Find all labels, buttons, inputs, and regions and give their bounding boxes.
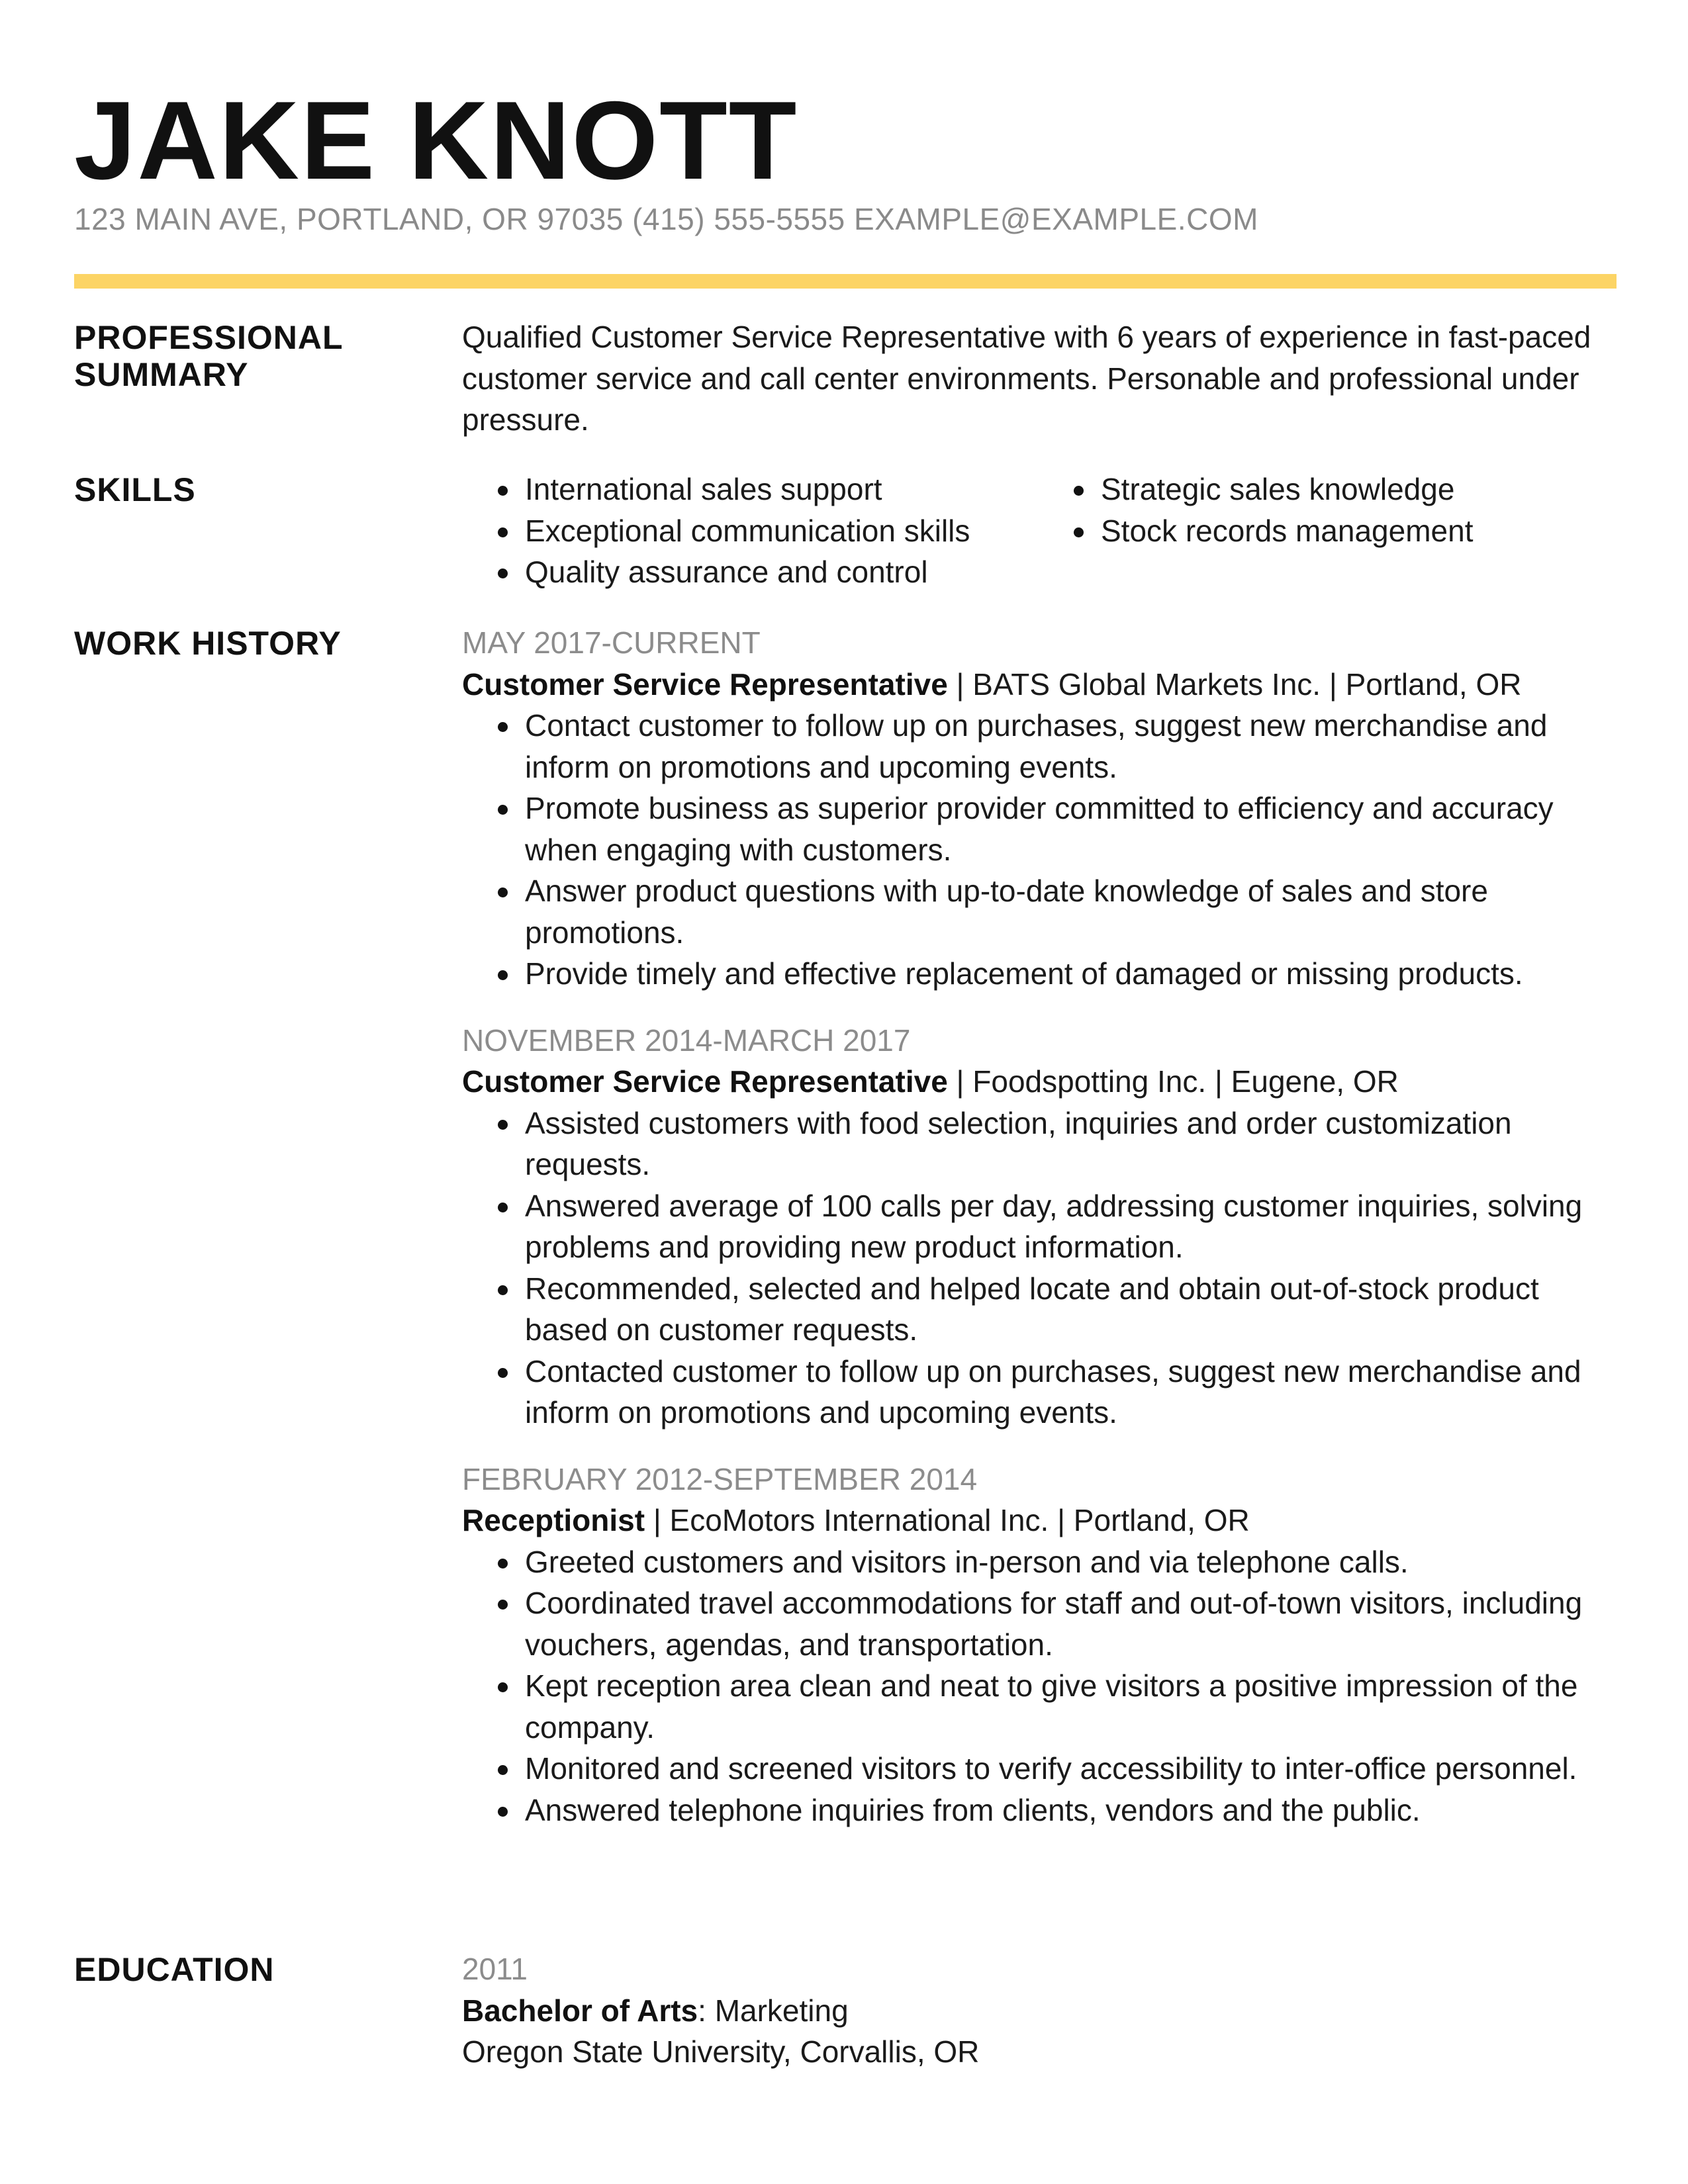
summary-heading (74, 319, 405, 393)
job-bullet-item: Contact customer to follow up on purchases, suggest new merchandise and inform on promotions and upcoming events. (494, 705, 1617, 788)
job-title-line (462, 664, 1617, 705)
skill-item: Exceptional communication skills (494, 510, 1070, 552)
job-employer-location: | BATS Global Markets Inc. | Portland, OR (947, 666, 1522, 702)
job-bullet-item: Recommended, selected and helped locate and obtain out-of-stock product based on customer requests. (494, 1268, 1617, 1351)
skills-list-left (462, 469, 1070, 593)
job-title-line (462, 1500, 1617, 1541)
contact-line: 123 MAIN AVE, PORTLAND, OR 97035 (415) 555-5555 EXAMPLE@EXAMPLE.COM (74, 202, 1258, 236)
job-bullets (462, 705, 1617, 995)
candidate-name: JAKE KNOTT (74, 78, 798, 203)
job-employer-location: | EcoMotors International Inc. | Portland, OR (645, 1503, 1250, 1537)
skills-content (462, 469, 1617, 593)
job-bullet-item: Greeted customers and visitors in-person and via telephone calls. (494, 1541, 1617, 1583)
work-history-content (462, 622, 1617, 1856)
skill-item: Strategic sales knowledge (1070, 469, 1474, 510)
summary-heading-line1: PROFESSIONAL (74, 319, 344, 356)
education-year: 2011 (462, 1952, 528, 1986)
summary-heading-line2: SUMMARY (74, 356, 249, 393)
job-dates: MAY 2017-CURRENT (462, 625, 761, 660)
education-degree-line (462, 1990, 1617, 2032)
education-degree: Bachelor of Arts (462, 1993, 698, 2028)
job-entry (462, 1459, 1617, 1831)
job-bullet-item: Kept reception area clean and neat to give visitors a positive impression of the company. (494, 1665, 1617, 1748)
skills-heading: SKILLS (74, 471, 196, 508)
job-bullet-item: Answered average of 100 calls per day, addressing customer inquiries, solving problems and providing new product information. (494, 1185, 1617, 1268)
skill-item: Quality assurance and control (494, 551, 1070, 593)
header-accent-rule (74, 274, 1617, 289)
job-bullet-item: Monitored and screened visitors to verify accessibility to inter-office personnel. (494, 1748, 1617, 1790)
skills-list-right (1070, 469, 1474, 593)
summary-text: Qualified Customer Service Representative with 6 years of experience in fast-paced customer service and call center environments. Personable and professional under pressure. (462, 320, 1591, 437)
job-bullet-item: Answer product questions with up-to-date knowledge of sales and store promotions. (494, 870, 1617, 953)
job-bullet-item: Answered telephone inquiries from clients, vendors and the public. (494, 1790, 1617, 1831)
job-bullet-item: Assisted customers with food selection, inquiries and order customization requests. (494, 1103, 1617, 1185)
job-bullet-item: Provide timely and effective replacement of damaged or missing products. (494, 953, 1617, 995)
job-title: Receptionist (462, 1503, 645, 1537)
job-entry (462, 1020, 1617, 1433)
job-dates: NOVEMBER 2014-MARCH 2017 (462, 1023, 911, 1058)
education-content (462, 1948, 1617, 2073)
education-heading: EDUCATION (74, 1951, 275, 1988)
job-bullets (462, 1103, 1617, 1433)
education-field: : Marketing (698, 1993, 849, 2028)
skill-item: Stock records management (1070, 510, 1474, 552)
job-bullet-item: Contacted customer to follow up on purchases, suggest new merchandise and inform on promotions and upcoming events. (494, 1351, 1617, 1433)
job-entry (462, 622, 1617, 995)
summary-content (462, 316, 1617, 441)
job-bullets (462, 1541, 1617, 1831)
skill-item: International sales support (494, 469, 1070, 510)
job-title: Customer Service Representative (462, 666, 948, 702)
education-school: Oregon State University, Corvallis, OR (462, 2034, 980, 2069)
job-employer-location: | Foodspotting Inc. | Eugene, OR (947, 1064, 1399, 1099)
work-history-heading: WORK HISTORY (74, 625, 342, 662)
job-bullet-item: Promote business as superior provider committed to efficiency and accuracy when engaging with customers. (494, 788, 1617, 870)
job-title: Customer Service Representative (462, 1064, 948, 1099)
job-dates: FEBRUARY 2012-SEPTEMBER 2014 (462, 1461, 978, 1496)
job-title-line (462, 1061, 1617, 1103)
job-bullet-item: Coordinated travel accommodations for staff and out-of-town visitors, including vouchers, agendas, and transportation. (494, 1582, 1617, 1665)
